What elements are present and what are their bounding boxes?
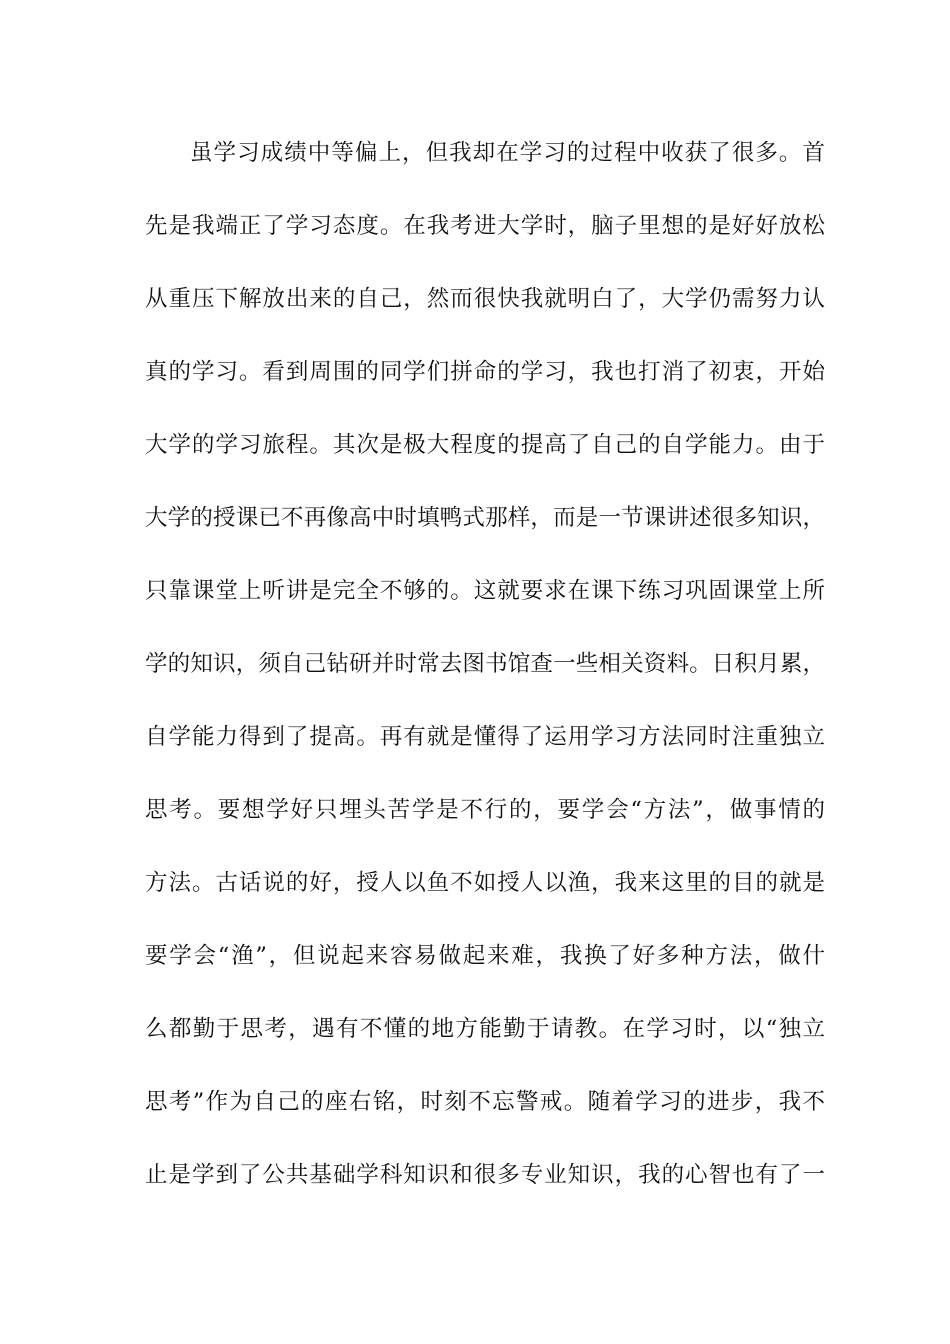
paragraph-line-11: 方法。古话说的好，授人以鱼不如授人以渔，我来这里的目的就是: [145, 870, 825, 896]
paragraph-line-12: 要学会“渔”，但说起来容易做起来难，我换了好多种方法，做什: [145, 943, 825, 969]
paragraph-line-5: 大学的学习旅程。其次是极大程度的提高了自己的自学能力。由于: [145, 432, 825, 458]
paragraph-line-3: 从重压下解放出来的自己，然而很快我就明白了，大学仍需努力认: [145, 286, 825, 312]
paragraph-line-2: 先是我端正了学习态度。在我考进大学时，脑子里想的是好好放松: [145, 213, 825, 239]
paragraph-line-15: 止是学到了公共基础学科知识和很多专业知识，我的心智也有了一: [145, 1162, 825, 1188]
paragraph-line-7: 只靠课堂上听讲是完全不够的。这就要求在课下练习巩固课堂上所: [145, 578, 825, 604]
paragraph-line-4: 真的学习。看到周围的同学们拼命的学习，我也打消了初衷，开始: [145, 359, 825, 385]
paragraph-line-8: 学的知识，须自己钻研并时常去图书馆查一些相关资料。日积月累，: [145, 651, 825, 677]
paragraph-line-1: 虽学习成绩中等偏上，但我却在学习的过程中收获了很多。首: [190, 140, 825, 166]
paragraph-line-13: 么都勤于思考，遇有不懂的地方能勤于请教。在学习时，以“独立: [145, 1016, 825, 1042]
paragraph-line-10: 思考。要想学好只埋头苦学是不行的，要学会“方法”，做事情的: [145, 797, 825, 823]
paragraph-line-9: 自学能力得到了提高。再有就是懂得了运用学习方法同时注重独立: [145, 724, 825, 750]
paragraph-line-6: 大学的授课已不再像高中时填鸭式那样，而是一节课讲述很多知识，: [145, 505, 825, 531]
paragraph-line-14: 思考”作为自己的座右铭，时刻不忘警戒。随着学习的进步，我不: [145, 1089, 825, 1115]
